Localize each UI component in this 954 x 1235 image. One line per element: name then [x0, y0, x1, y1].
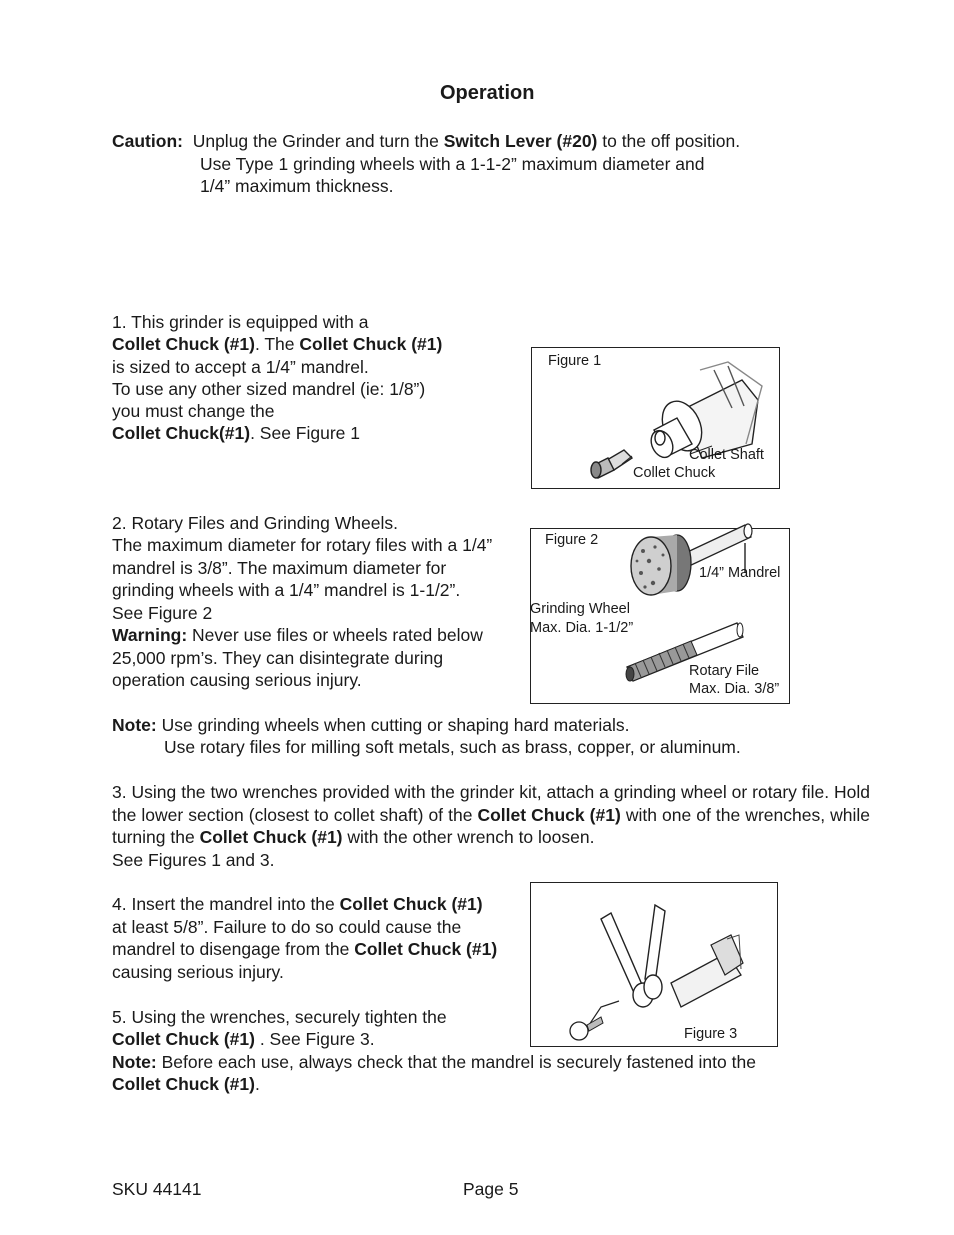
- footer-page-number: Page 5: [463, 1179, 519, 1199]
- figure-1: [531, 347, 780, 489]
- warning-text: Never use files or wheels rated below: [187, 625, 483, 645]
- warning-label: Warning:: [112, 625, 188, 645]
- caution-line-1: [112, 130, 740, 153]
- caution-label: Caution:: [112, 131, 183, 151]
- label-rotary-file-dia: Max. Dia. 3/8”: [689, 681, 780, 697]
- step1-line-3: is sized to accept a 1/4” mandrel.: [112, 357, 369, 377]
- step1-line-6: [112, 422, 360, 445]
- figure-3-caption: Figure 3: [684, 1026, 738, 1042]
- step3-paragraph: [112, 781, 870, 849]
- collet-chuck-ref: Collet Chuck (#1): [199, 827, 343, 847]
- step1-line-2: [112, 333, 442, 356]
- step2-line-3: mandrel is 3/8”. The maximum diameter for: [112, 558, 447, 578]
- label-mandrel: 1/4” Mandrel: [699, 565, 781, 581]
- collet-chuck-ref: Collet Chuck (#1): [112, 1029, 255, 1049]
- figure-3: [530, 882, 778, 1047]
- switch-lever-ref: Switch Lever (#20): [443, 131, 598, 151]
- figure-3-illustration: [531, 883, 777, 1046]
- step4-line-1: [112, 893, 483, 916]
- figure-2: [530, 528, 790, 704]
- step3-text: with the other wrench to loosen.: [342, 827, 595, 847]
- label-collet-shaft: Collet Shaft: [689, 447, 764, 463]
- note-2-line-2: [112, 1073, 260, 1096]
- caution-text: Unplug the Grinder and turn the: [192, 131, 444, 151]
- step2-line-8: operation causing serious injury.: [112, 670, 362, 690]
- step3-see-figures: See Figures 1 and 3.: [112, 850, 275, 870]
- note-label: Note:: [112, 715, 157, 735]
- collet-chuck-ref: Collet Chuck (#1): [354, 939, 498, 959]
- step2-line-1: 2. Rotary Files and Grinding Wheels.: [112, 513, 398, 533]
- figure-1-caption: Figure 1: [548, 353, 602, 369]
- step4-line-3: [112, 938, 497, 961]
- step2-line-5: See Figure 2: [112, 603, 213, 623]
- step5-line-1: 5. Using the wrenches, securely tighten the: [112, 1007, 447, 1027]
- figure-2-caption: Figure 2: [545, 532, 599, 548]
- step1-line-1: 1. This grinder is equipped with a: [112, 312, 369, 332]
- note-text: Before each use, always check that the mandrel is securely fastened into the: [156, 1052, 756, 1072]
- collet-chuck-ref: Collet Chuck (#1): [299, 334, 443, 354]
- step4-line-4: causing serious injury.: [112, 962, 284, 982]
- step5-line-2: [112, 1028, 375, 1051]
- caution-line-3: 1/4” maximum thickness.: [200, 176, 394, 196]
- note-2-line-1: [112, 1051, 756, 1074]
- step1-text: . The: [254, 334, 300, 354]
- note-text: .: [254, 1074, 260, 1094]
- step3-text: 3. Using the two wrenches provided with the grinder kit, attach a grinding wheel or rotary file. Hold the lower section (closest to collet shaft) of the: [112, 782, 870, 825]
- collet-chuck-ref: Collet Chuck (#1): [112, 334, 255, 354]
- label-grinding-wheel-dia: Max. Dia. 1-1/2”: [530, 620, 634, 636]
- collet-chuck-ref: Collet Chuck (#1): [339, 894, 483, 914]
- step2-line-7: 25,000 rpm’s. They can disintegrate during: [112, 648, 444, 668]
- note-1-line-2: Use rotary files for milling soft metals, such as brass, copper, or aluminum.: [164, 737, 741, 757]
- collet-chuck-ref: Collet Chuck (#1): [112, 1074, 255, 1094]
- step2-line-6: [112, 624, 483, 647]
- step4-line-2: at least 5/8”. Failure to do so could cause the: [112, 917, 462, 937]
- note-text: Use grinding wheels when cutting or shaping hard materials.: [156, 715, 630, 735]
- caution-line-2: Use Type 1 grinding wheels with a 1-1-2” maximum diameter and: [200, 154, 705, 174]
- step4-text: mandrel to disengage from the: [112, 939, 355, 959]
- label-rotary-file: Rotary File: [689, 663, 760, 679]
- note-1-line-1: [112, 714, 629, 737]
- step3-text: with one of the wrenches, while turning the: [112, 804, 870, 847]
- step1-text: . See Figure 1: [250, 423, 360, 443]
- step5-text: . See Figure 3.: [254, 1029, 375, 1049]
- step1-line-4: To use any other sized mandrel (ie: 1/8”): [112, 379, 426, 399]
- note-label: Note:: [112, 1052, 157, 1072]
- footer-sku: SKU 44141: [112, 1179, 202, 1199]
- label-grinding-wheel: Grinding Wheel: [530, 601, 630, 617]
- step2-line-2: The maximum diameter for rotary files with a 1/4”: [112, 535, 493, 555]
- label-collet-chuck: Collet Chuck: [633, 465, 716, 481]
- caution-text-end: to the off position.: [597, 131, 741, 151]
- collet-chuck-ref: Collet Chuck(#1): [112, 423, 251, 443]
- step4-text: 4. Insert the mandrel into the: [112, 894, 340, 914]
- collet-chuck-ref: Collet Chuck (#1): [477, 804, 621, 825]
- step2-line-4: grinding wheels with a 1/4” mandrel is 1-1/2”.: [112, 580, 461, 600]
- step1-line-5: you must change the: [112, 401, 275, 421]
- page-title: Operation: [440, 82, 535, 104]
